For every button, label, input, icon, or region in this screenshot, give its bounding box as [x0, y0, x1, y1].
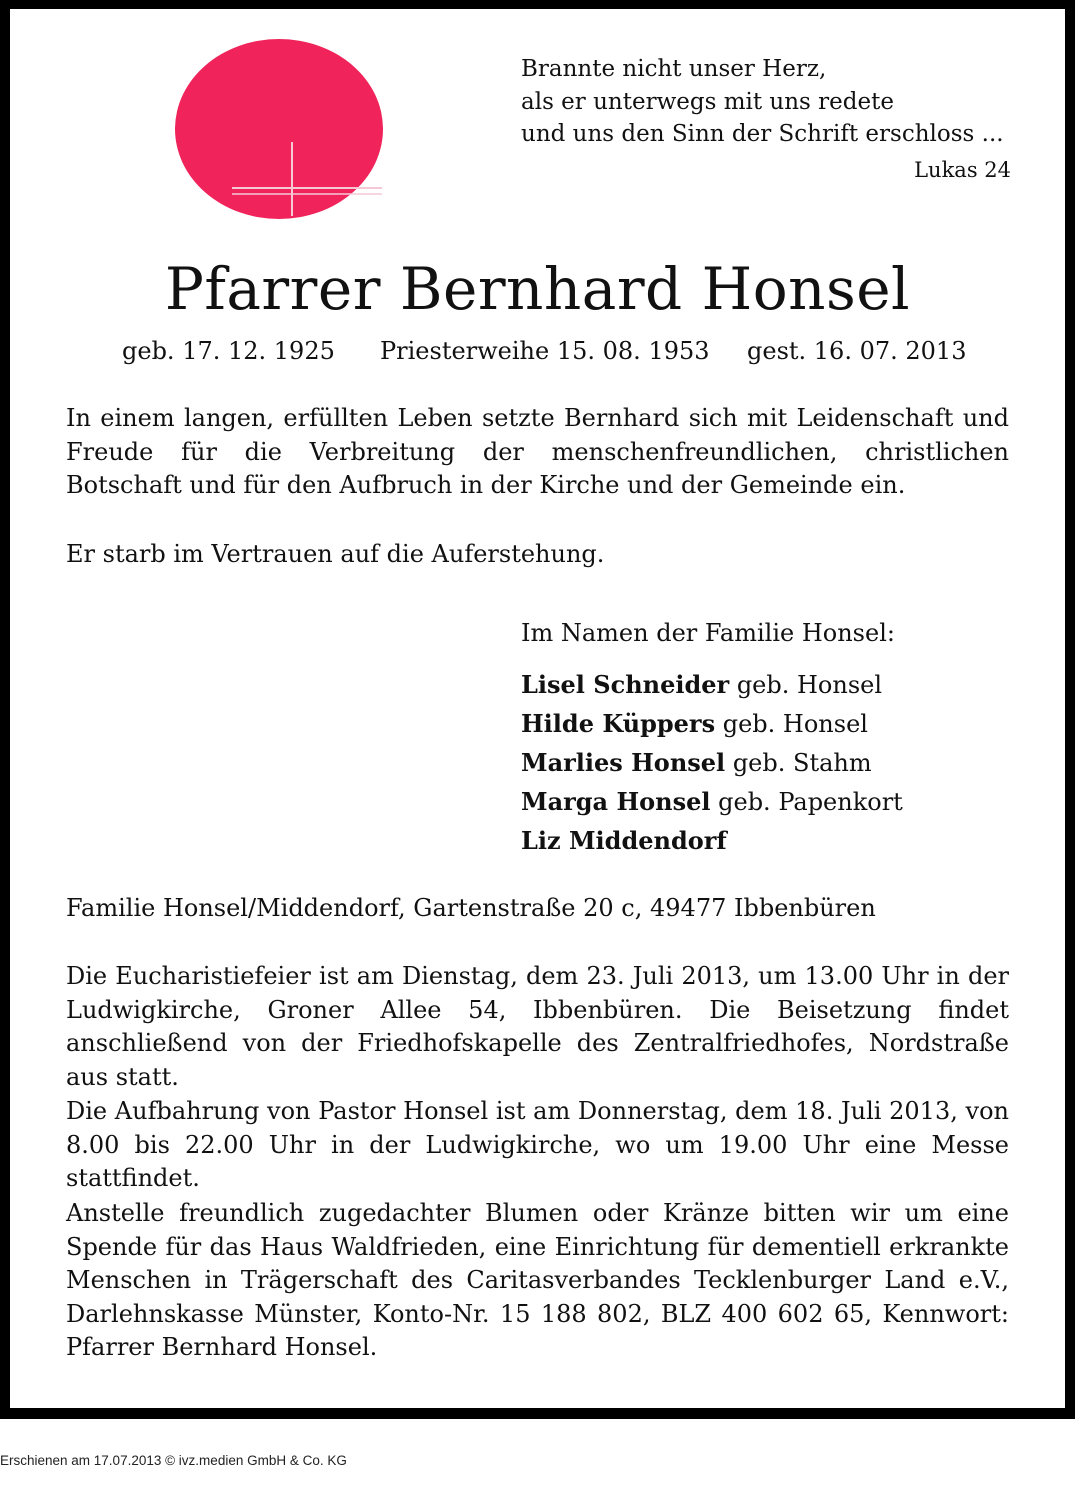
publication-footer: Erschienen am 17.07.2013 © ivz.medien GmbH & Co. KG — [0, 1453, 347, 1468]
mass-paragraph: Die Eucharistiefeier ist am Dienstag, dem 23. Juli 2013, um 13.00 Uhr in der Ludwigkirche, Groner Allee 54, Ibbenbüren. Die Beisetzung findet anschließend von der Friedhofskapelle des Zentralfriedhofes, Nordstraße aus statt. — [66, 962, 1009, 1091]
family-address: Familie Honsel/Middendorf, Gartenstraße 20 c, 49477 Ibbenbüren — [66, 894, 876, 922]
signature-row — [521, 821, 903, 860]
signer-name: Hilde Küppers — [521, 709, 716, 738]
signer-name: Marlies Honsel — [521, 748, 726, 777]
signature-intro: Im Namen der Familie Honsel: — [521, 619, 895, 647]
faith-paragraph: Er starb im Vertrauen auf die Auferstehung. — [66, 540, 605, 568]
quote-line: Brannte nicht unser Herz, — [521, 56, 827, 82]
signature-row — [521, 743, 903, 782]
signer-suffix: geb. Papenkort — [718, 788, 903, 816]
quote-line: als er unterwegs mit uns redete — [521, 88, 894, 115]
donation-paragraph: Anstelle freundlich zugedachter Blumen oder Kränze bitten wir um eine Spende für das Haus Waldfrieden, eine Einrichtung für dementiell erkrankte Menschen in Trägerschaft des Caritasverbandes Tecklenburger Land e.V., Darlehnskasse Münster, Konto-Nr. 15 188 802, BLZ 400 602 65, Kennwort: Pfarrer Bernhard Honsel. — [66, 1199, 1009, 1361]
viewing-paragraph: Die Aufbahrung von Pastor Honsel ist am Donnerstag, dem 18. Juli 2013, von 8.00 bis 22.00 Uhr in der Ludwigkirche, wo um 19.00 Uhr eine Messe stattfindet. — [66, 1097, 1009, 1192]
quote-line: und uns den Sinn der Schrift erschloss ... — [521, 121, 1004, 147]
life-paragraph: In einem langen, erfüllten Leben setzte Bernhard sich mit Leidenschaft und Freude für die Verbreitung der menschenfreundlichen, christlichen Botschaft und für den Aufbruch in der Kirche und der Gemeinde ein. — [66, 404, 1009, 499]
signer-suffix: geb. Stahm — [732, 749, 872, 777]
red-circle-cross-icon — [174, 38, 384, 220]
ordination-date: Priesterweihe 15. 08. 1953 — [380, 337, 710, 365]
signature-row — [521, 782, 903, 821]
deceased-name: Pfarrer Bernhard Honsel — [164, 255, 911, 323]
signature-row — [521, 704, 903, 743]
bible-quote — [521, 53, 1011, 183]
quote-source: Lukas 24 — [914, 157, 1011, 182]
death-date: gest. 16. 07. 2013 — [747, 337, 967, 365]
signer-name: Marga Honsel — [521, 787, 711, 816]
signer-name: Lisel Schneider — [521, 670, 730, 699]
birth-date: geb. 17. 12. 1925 — [122, 337, 335, 365]
signer-name: Liz Middendorf — [521, 826, 727, 855]
signature-row — [521, 665, 903, 704]
signer-suffix: geb. Honsel — [722, 710, 868, 738]
signature-list — [521, 665, 903, 860]
signer-suffix: geb. Honsel — [736, 671, 883, 699]
